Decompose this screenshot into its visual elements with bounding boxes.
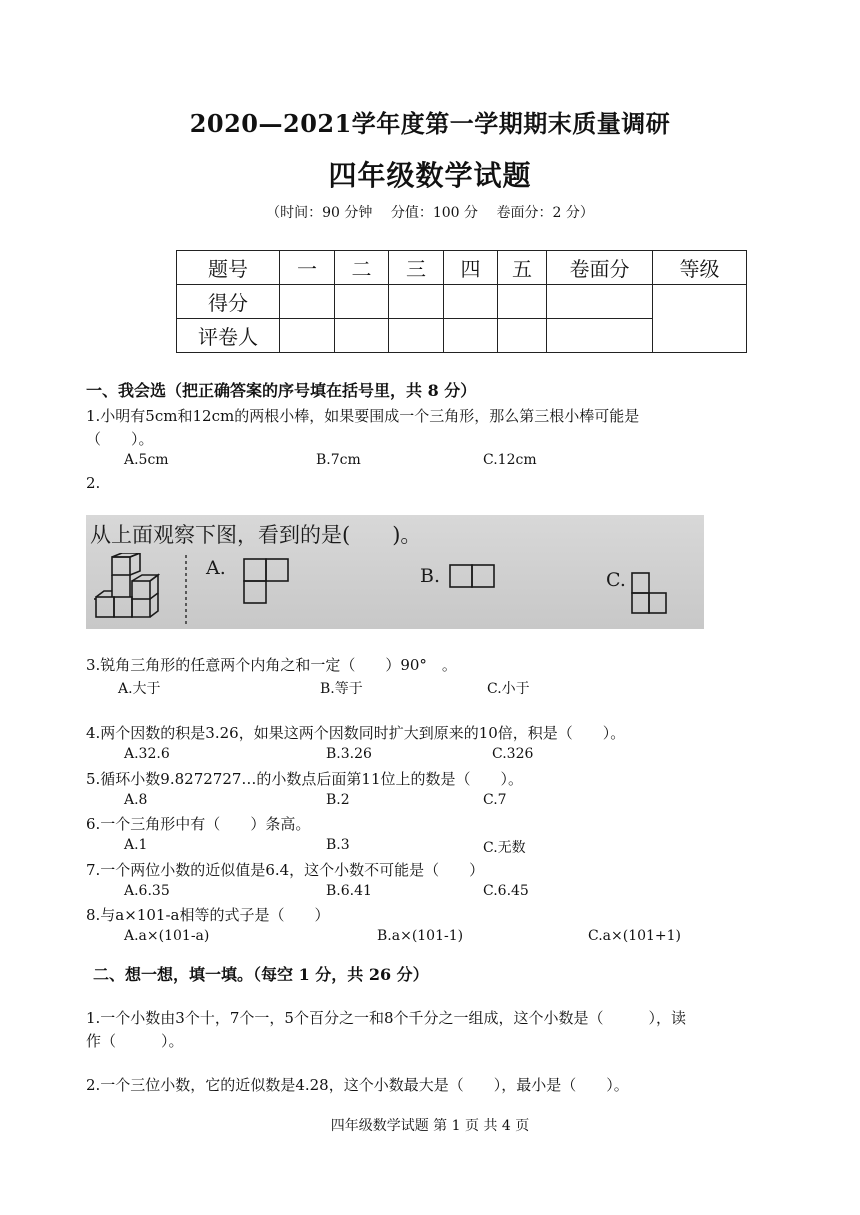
q5-option-b: B.2 <box>326 792 350 808</box>
header-cell: 等级 <box>653 251 747 285</box>
grader-cell[interactable] <box>335 319 389 353</box>
s2-q2-text: 2.一个三位小数，它的近似数是4.28，这个小数最大是（ ），最小是（ ）。 <box>86 1076 629 1094</box>
q2-option-b-figure <box>448 563 496 591</box>
grade-cell[interactable] <box>653 285 747 353</box>
q4-text: 4.两个因数的积是3.26，如果这两个因数同时扩大到原来的10倍，积是（ ）。 <box>86 724 626 742</box>
cube-stack-figure <box>94 553 160 621</box>
s2-q1-text-cont: 作（ ）。 <box>86 1032 184 1050</box>
q1-option-c: C.12cm <box>483 452 537 468</box>
q2-option-a-figure <box>242 557 292 607</box>
q4-option-b: B.3.26 <box>326 746 372 762</box>
row-label: 评卷人 <box>177 319 280 353</box>
q7-option-c: C.6.45 <box>483 883 529 899</box>
score-row <box>177 285 747 319</box>
header-cell: 一 <box>280 251 335 285</box>
row-label: 得分 <box>177 285 280 319</box>
q7-option-a: A.6.35 <box>124 883 170 899</box>
q3-option-c: C.小于 <box>487 681 530 697</box>
q3-option-a: A.大于 <box>118 681 161 697</box>
q8-option-a: A.a×(101-a) <box>124 928 210 944</box>
grader-cell[interactable] <box>498 319 547 353</box>
score-table <box>176 250 747 353</box>
q6-text: 6.一个三角形中有（ ）条高。 <box>86 815 311 833</box>
score-cell[interactable] <box>444 285 498 319</box>
q5-text: 5.循环小数9.8272727…的小数点后面第11位上的数是（ ）。 <box>86 770 524 788</box>
header-cell: 三 <box>389 251 444 285</box>
q5-option-a: A.8 <box>124 792 148 808</box>
q3-option-b: B.等于 <box>320 681 363 697</box>
q3-text: 3.锐角三角形的任意两个内角之和一定（ ）90° 。 <box>86 656 457 674</box>
score-cell[interactable] <box>498 285 547 319</box>
exam-title: 2020—2021学年度第一学期期末质量调研 <box>189 109 671 138</box>
exam-subject: 四年级数学试题 <box>328 159 532 192</box>
score-table-header-row <box>177 251 747 285</box>
q2-option-a-label: A. <box>206 557 226 579</box>
q7-text: 7.一个两位小数的近似值是6.4，这个小数不可能是（ ） <box>86 861 485 879</box>
q1-blank: （ ）。 <box>86 430 154 448</box>
q5-option-c: C.7 <box>483 792 507 808</box>
q4-option-a: A.32.6 <box>124 746 170 762</box>
q1-text: 1.小明有5cm和12cm的两根小棒，如果要围成一个三角形，那么第三根小棒可能是 <box>86 407 640 425</box>
q7-option-b: B.6.41 <box>326 883 372 899</box>
section1-heading: 一、我会选（把正确答案的序号填在括号里，共 8 分） <box>86 381 477 400</box>
q8-option-b: B.a×(101-1) <box>377 928 464 944</box>
q8-option-c: C.a×(101+1) <box>588 928 682 944</box>
score-cell[interactable] <box>335 285 389 319</box>
score-cell[interactable] <box>547 285 653 319</box>
q2-photo <box>86 515 704 629</box>
q2-number: 2. <box>86 474 101 492</box>
grader-cell[interactable] <box>280 319 335 353</box>
q2-option-c-figure <box>630 571 670 617</box>
dotted-divider <box>184 555 188 625</box>
exam-info: （时间：90 分钟 分值：100 分 卷面分：2 分） <box>266 205 594 221</box>
q6-option-c: C.无数 <box>483 840 526 856</box>
header-cell: 题号 <box>177 251 280 285</box>
header-cell: 四 <box>444 251 498 285</box>
header-cell: 卷面分 <box>547 251 653 285</box>
q6-option-b: B.3 <box>326 837 350 853</box>
grader-cell[interactable] <box>444 319 498 353</box>
q2-option-c-label: C. <box>606 569 626 591</box>
score-cell[interactable] <box>280 285 335 319</box>
q8-text: 8.与a×101-a相等的式子是（ ） <box>86 906 330 924</box>
q4-option-c: C.326 <box>492 746 534 762</box>
grader-cell[interactable] <box>547 319 653 353</box>
q6-option-a: A.1 <box>124 837 148 853</box>
header-cell: 二 <box>335 251 389 285</box>
grader-cell[interactable] <box>389 319 444 353</box>
q2-photo-question: 从上面观察下图，看到的是( )。 <box>90 523 422 547</box>
s2-q1-text: 1.一个小数由3个十，7个一，5个百分之一和8个千分之一组成，这个小数是（ ），读 <box>86 1009 686 1027</box>
section2-heading: 二、想一想，填一填。（每空 1 分，共 26 分） <box>93 965 429 984</box>
score-cell[interactable] <box>389 285 444 319</box>
q2-option-b-label: B. <box>420 565 441 587</box>
q1-option-a: A.5cm <box>124 452 169 468</box>
page-footer: 四年级数学试题 第 1 页 共 4 页 <box>330 1118 530 1134</box>
header-cell: 五 <box>498 251 547 285</box>
q1-option-b: B.7cm <box>316 452 361 468</box>
